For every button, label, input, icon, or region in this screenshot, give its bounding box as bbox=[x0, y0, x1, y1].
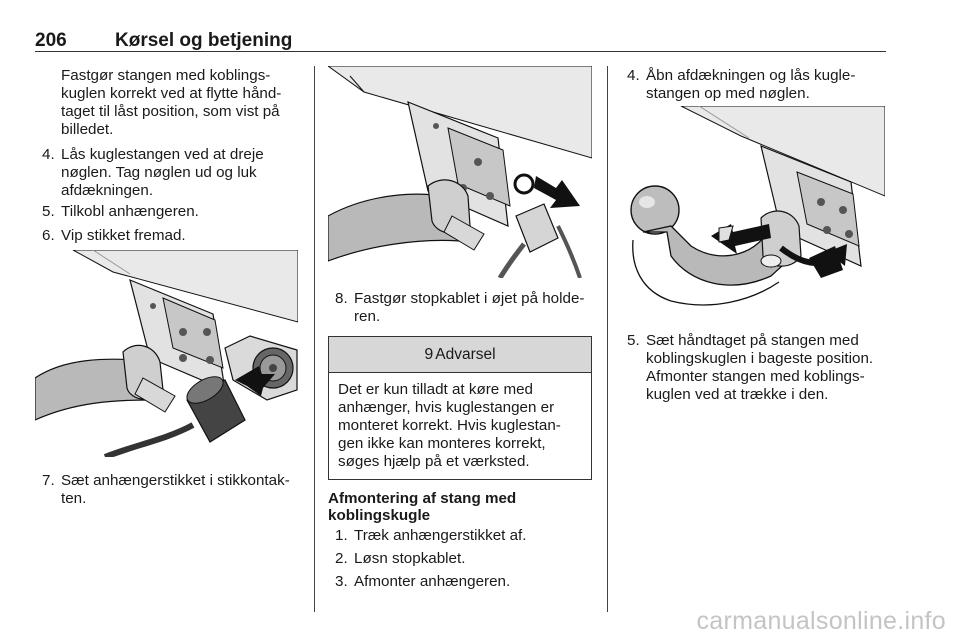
column-divider-left bbox=[314, 66, 315, 612]
page-title: Kørsel og betjening bbox=[115, 30, 293, 51]
step-6-tilt-plug: 6. Vip stikket fremad. bbox=[42, 227, 186, 244]
removal-step-2: 2. Løsn stopkablet. bbox=[335, 550, 466, 567]
warning-symbol: 9 bbox=[424, 346, 434, 363]
warning-box bbox=[328, 336, 592, 480]
removal-step-1: 1. Træk anhængerstikket af. bbox=[335, 527, 527, 544]
figure-socket-plug bbox=[35, 250, 298, 457]
watermark: carmanualsonline.info bbox=[696, 607, 946, 635]
figure-breakaway-cable bbox=[328, 66, 592, 278]
step-7-insert-plug: 7. Sæt anhængerstikket i stikkontak- ten. bbox=[42, 472, 290, 507]
intro-paragraph: Fastgør stangen med koblings- kuglen korrekt ved at flytte hånd- taget til låst position, som vist på billedet. bbox=[61, 67, 282, 138]
step-8-fasten-cable: 8. Fastgør stopkablet i øjet på holde- ren. bbox=[335, 290, 585, 325]
warning-text: Det er kun tilladt at køre med anhænger, hvis kuglestangen er monteret korrekt. Hvis kuglestan- gen ikke kan monteres korrekt, søges hjælp på et værksted. bbox=[338, 381, 561, 470]
column-divider-right bbox=[607, 66, 608, 612]
step-4-lock-bar: 4. Lås kuglestangen ved at dreje nøglen. Tag nøglen ud og luk afdækningen. bbox=[42, 146, 264, 199]
warning-header bbox=[329, 337, 591, 373]
removal-heading: Afmontering af stang med koblingskugle bbox=[328, 490, 517, 524]
step-5-remove-bar: 5. Sæt håndtaget på stangen med koblingskuglen i bageste position. Afmonter stangen med koblings- kuglen ved at trække i den. bbox=[627, 332, 874, 403]
removal-step-3: 3. Afmonter anhængeren. bbox=[335, 573, 511, 590]
page-number: 206 bbox=[35, 30, 67, 51]
page-header bbox=[35, 30, 886, 52]
warning-title: Advarsel bbox=[435, 346, 496, 363]
step-5-attach-trailer: 5. Tilkobl anhængeren. bbox=[42, 203, 199, 220]
figure-ball-bar-removal bbox=[621, 106, 885, 316]
step-4-unlock-bar: 4. Åbn afdækningen og lås kugle- stangen op med nøglen. bbox=[627, 67, 856, 102]
